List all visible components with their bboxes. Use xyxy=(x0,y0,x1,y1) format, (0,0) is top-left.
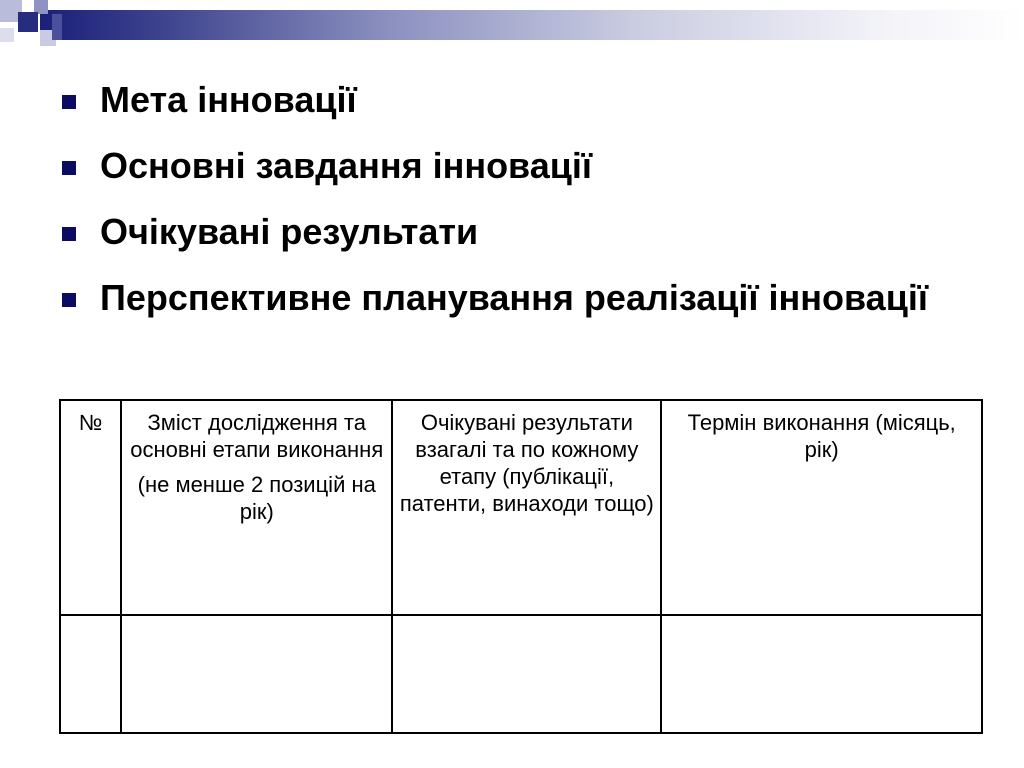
table-row xyxy=(60,615,982,733)
table-cell-number[interactable] xyxy=(60,615,121,733)
header-cell-deadline: Термін виконання (місяць, рік) xyxy=(661,400,982,615)
bullet-item-goal xyxy=(62,78,992,122)
decor-square xyxy=(0,28,14,42)
header-gradient-strip xyxy=(40,10,1024,40)
header-cell-content xyxy=(121,400,392,615)
bullet-square-icon xyxy=(62,293,76,307)
table-cell-deadline[interactable] xyxy=(661,615,982,733)
header-decoration xyxy=(0,0,1024,48)
bullet-text: Перспективне планування реалізації інновації xyxy=(100,277,928,318)
bullet-square-icon xyxy=(62,95,76,109)
table-cell-results[interactable] xyxy=(392,615,661,733)
bullet-item-results xyxy=(62,210,992,254)
header-content-text: Зміст дослідження та основні етапи виконання xyxy=(130,410,384,462)
bullet-item-tasks xyxy=(62,144,992,188)
header-content-note: (не менше 2 позицій на рік) xyxy=(137,472,376,524)
header-cell-results: Очікувані результати взагалі та по кожному етапу (публікації, патенти, винаходи тощо) xyxy=(392,400,661,615)
decor-square xyxy=(52,14,62,40)
bullet-text: Мета інновації xyxy=(100,79,357,120)
research-plan-table xyxy=(59,399,983,734)
bullet-square-icon xyxy=(62,227,76,241)
bullet-text: Очікувані результати xyxy=(100,211,479,252)
bullet-square-icon xyxy=(62,161,76,175)
table-cell-content[interactable] xyxy=(121,615,392,733)
bullet-list xyxy=(62,78,992,342)
decor-square xyxy=(18,12,38,32)
bullet-text: Основні завдання інновації xyxy=(100,145,592,186)
bullet-item-planning xyxy=(62,276,992,320)
table-header-row xyxy=(60,400,982,615)
header-cell-number: № xyxy=(60,400,121,615)
